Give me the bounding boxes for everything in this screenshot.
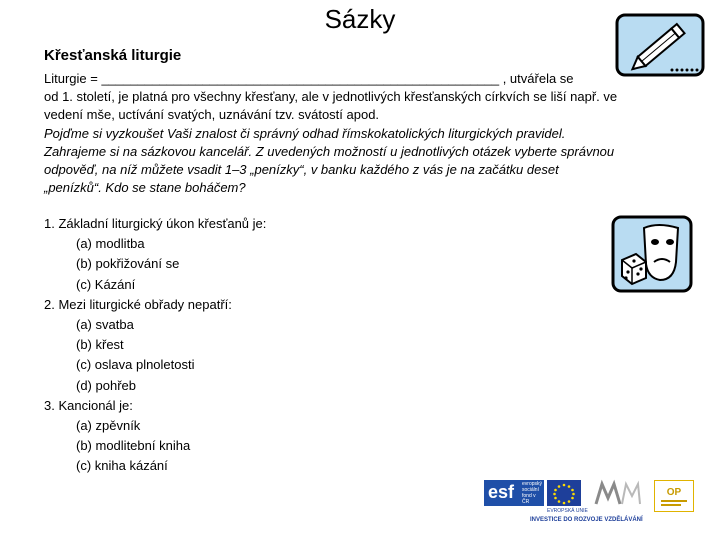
intro-paragraph [44, 70, 619, 124]
question-text: 1. Základní liturgický úkon křesťanů je: [44, 216, 267, 231]
esf-text: evropský sociální fond v ČR [522, 481, 543, 505]
svg-text:OP: OP [666, 487, 682, 498]
question-text: 2. Mezi liturgické obřady nepatří: [44, 296, 232, 312]
question-text: 3. Kancionál je: [44, 397, 133, 413]
answer-option: (a) svatba [76, 317, 134, 333]
op-logo [654, 480, 694, 512]
answer-option: (c) kniha kázání [76, 458, 168, 474]
msmt-logo [592, 478, 644, 512]
question-item [44, 396, 266, 477]
funding-logos [484, 476, 694, 526]
answer-option: (b) modlitební kniha [76, 438, 191, 454]
question-list [44, 214, 266, 477]
answer-option: (c) Kázání [76, 276, 136, 292]
eu-flag-icon [547, 480, 581, 506]
answer-option: (d) pohřeb [76, 377, 136, 393]
esf-mark: esf [488, 482, 515, 502]
funding-caption: INVESTICE DO ROZVOJE VZDĚLÁVÁNÍ [530, 517, 643, 523]
liturgy-definition-rest: od 1. století, je platná pro všechny křesťany, ale v jednotlivých křesťanských církvích se liší např. ve vedení mše, uctívání svatých, uznávání tzv. svátostí apod. [44, 89, 618, 122]
answer-option: (a) modlitba [76, 236, 145, 252]
page-title: Sázky [324, 4, 396, 34]
eu-text: EVROPSKÁ UNIE [547, 508, 588, 514]
pencil-icon [614, 12, 706, 78]
answer-option: (a) zpěvník [76, 418, 141, 434]
answer-option: (c) oslava plnoletosti [76, 357, 195, 373]
dice-icon [610, 214, 694, 294]
section-heading: Křesťanská liturgie [44, 47, 182, 64]
instructions-paragraph: Pojďme si vyzkoušet Vaši znalost či správný odhad římskokatolických liturgických pravidel. Zahrajeme si na sázkovou kancelář. Z uvedených možností u jednotlivých otázek vyberte správnou odpověď, na níž můžete vsadit 1–3 „penízky“, v banku každého z vás je na začátku deset „penízků“. Kdo se stane boháčem? [44, 126, 615, 195]
liturgy-definition-line: Liturgie = _______________________________________________________ , utvářela se [44, 71, 574, 86]
answer-option: (b) pokřižování se [76, 256, 180, 272]
question-item [44, 214, 266, 295]
answer-option: (b) křest [76, 337, 124, 353]
question-item [44, 295, 266, 396]
